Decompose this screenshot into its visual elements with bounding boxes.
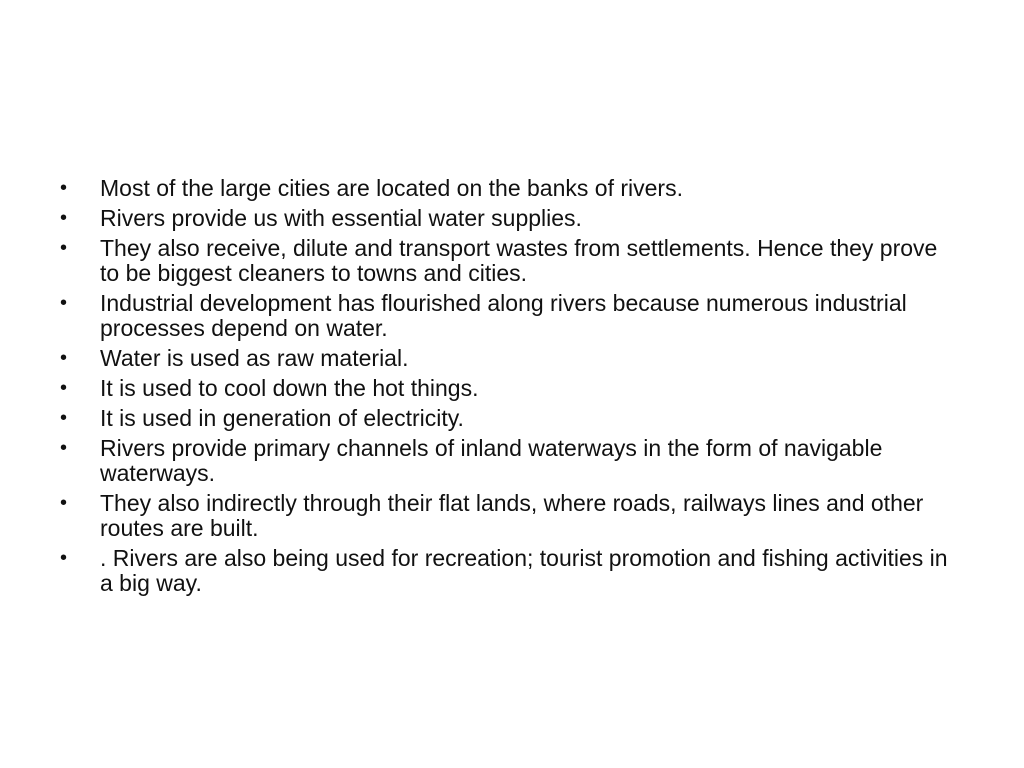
bullet-point-icon: • — [60, 347, 68, 369]
bullet-list — [60, 176, 960, 601]
bullet-text: Rivers provide us with essential water supplies. — [100, 205, 582, 231]
bullet-point-icon: • — [60, 237, 68, 259]
bullet-text: Rivers provide primary channels of inland waterways in the form of navigable waterways. — [100, 435, 883, 486]
bullet-item — [60, 491, 960, 541]
bullet-item — [60, 436, 960, 486]
bullet-text: They also indirectly through their flat lands, where roads, railways lines and other routes are built. — [100, 490, 924, 541]
bullet-text: . Rivers are also being used for recreation; tourist promotion and fishing activities in a big way. — [100, 545, 948, 596]
bullet-point-icon: • — [60, 177, 68, 199]
bullet-item — [60, 176, 960, 201]
bullet-point-icon: • — [60, 492, 68, 514]
bullet-item — [60, 236, 960, 286]
bullet-point-icon: • — [60, 292, 68, 314]
bullet-text: Water is used as raw material. — [100, 345, 409, 371]
bullet-text: It is used to cool down the hot things. — [100, 375, 479, 401]
bullet-point-icon: • — [60, 547, 68, 569]
bullet-text: It is used in generation of electricity. — [100, 405, 464, 431]
bullet-point-icon: • — [60, 407, 68, 429]
bullet-item — [60, 346, 960, 371]
bullet-item — [60, 291, 960, 341]
bullet-item — [60, 376, 960, 401]
bullet-text: They also receive, dilute and transport wastes from settlements. Hence they prove to be biggest cleaners to towns and cities. — [100, 235, 938, 286]
bullet-point-icon: • — [60, 207, 68, 229]
bullet-point-icon: • — [60, 377, 68, 399]
bullet-point-icon: • — [60, 437, 68, 459]
bullet-item — [60, 406, 960, 431]
bullet-text: Industrial development has flourished along rivers because numerous industrial processes depend on water. — [100, 290, 907, 341]
bullet-item — [60, 206, 960, 231]
bullet-text: Most of the large cities are located on the banks of rivers. — [100, 175, 683, 201]
bullet-item — [60, 546, 960, 596]
